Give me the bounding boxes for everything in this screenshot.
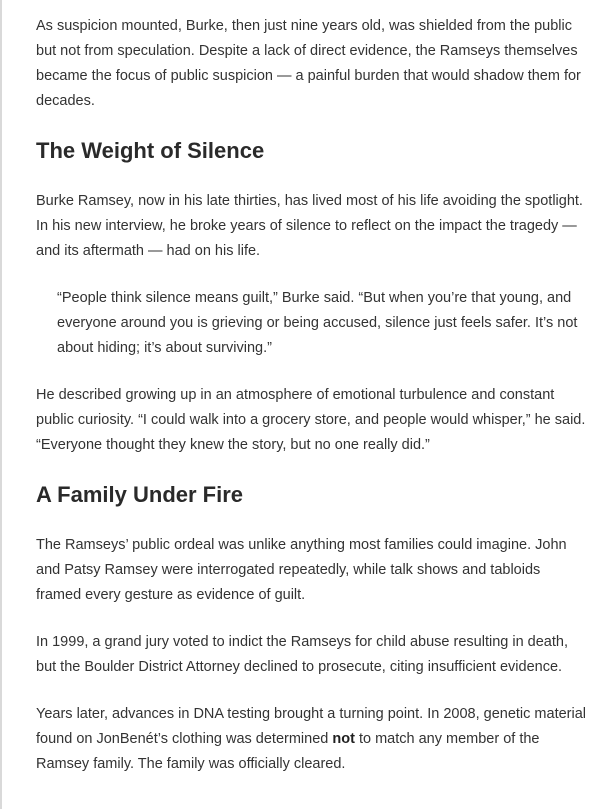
quote-text: “People think silence means guilt,” Burke said. “But when you’re that young, and everyone around you is grieving or being accused, silence just feels safer. It’s not about hiding; it’s about surviving.”: [57, 290, 578, 356]
paragraph-grand-jury: In 1999, a grand jury voted to indict the Ramseys for child abuse resulting in death, but the Boulder District Attorney declined to prosecute, citing insufficient evidence.: [36, 634, 568, 675]
dna-emphasis-not: not: [332, 731, 355, 747]
article-body: [36, 14, 586, 799]
heading-family-under-fire: A Family Under Fire: [36, 482, 244, 507]
dna-text-end: to match any member of the Ramsey family. The family was officially cleared.: [36, 731, 540, 772]
paragraph-burke-interview: Burke Ramsey, now in his late thirties, has lived most of his life avoiding the spotlight. In his new interview, he broke years of silence to reflect on the impact the tragedy — and its aftermath — had on his life.: [36, 193, 583, 259]
paragraph-growing-up: He described growing up in an atmosphere of emotional turbulence and constant public curiosity. “I could walk into a grocery store, and people would whisper,” he said. “Everyone thought they knew the story, but no one really did.”: [36, 387, 586, 453]
paragraph-dna-testing: [36, 702, 586, 777]
quote-block: [57, 286, 586, 361]
dna-text-start: Years later, advances in DNA testing brought a turning point. In 2008, genetic material found on JonBenét’s clothing was determined: [36, 706, 587, 747]
left-border: [0, 0, 2, 809]
heading-weight-of-silence: The Weight of Silence: [36, 138, 265, 163]
paragraph-suspicion: As suspicion mounted, Burke, then just nine years old, was shielded from the public but not from speculation. Despite a lack of direct evidence, the Ramseys themselves became the focus of public suspicion — a painful burden that would shadow them for decades.: [36, 18, 581, 109]
paragraph-public-ordeal: The Ramseys’ public ordeal was unlike anything most families could imagine. John and Patsy Ramsey were interrogated repeatedly, while talk shows and tabloids framed every gesture as evidence of guilt.: [36, 537, 567, 603]
